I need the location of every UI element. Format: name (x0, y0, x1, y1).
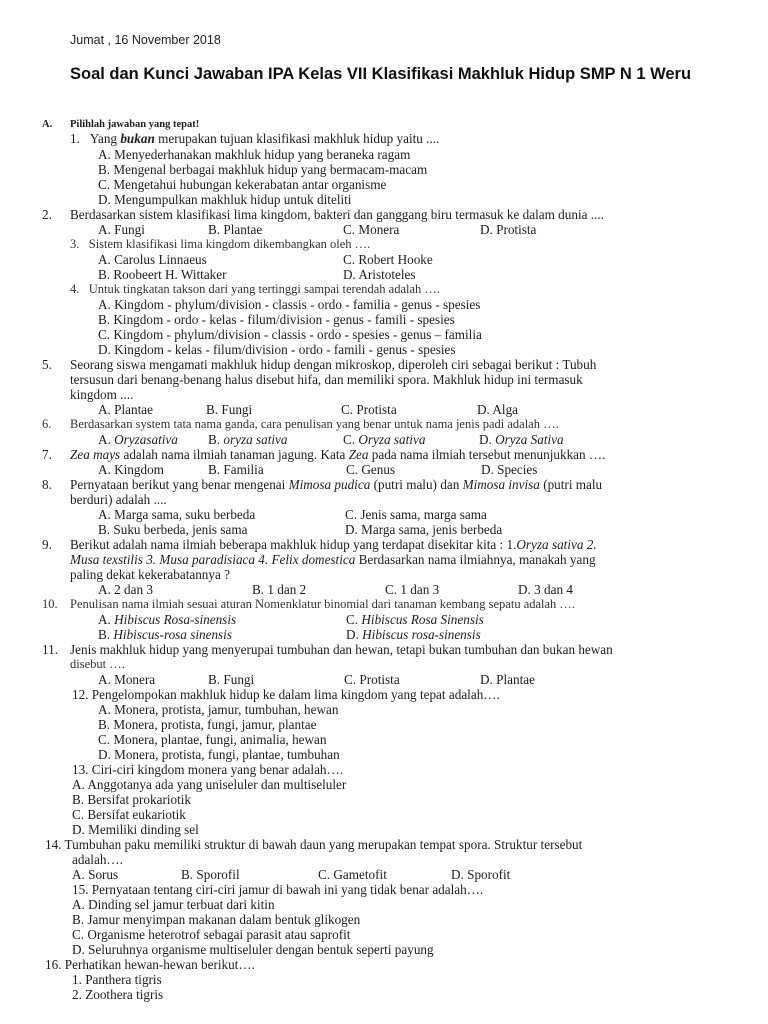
option: C. Gametofit (318, 867, 387, 882)
section-instruction: Pilihlah jawaban yang tepat! (70, 119, 200, 130)
option: D. Hibiscus rosa-sinensis (346, 627, 481, 642)
option: B. Hibiscus-rosa sinensis (98, 627, 232, 642)
document-date: Jumat , 16 November 2018 (70, 33, 221, 47)
option: C. Jenis sama, marga sama (345, 507, 487, 522)
option: C. Organisme heterotrof sebagai parasit atau saprofit (72, 927, 351, 942)
question-11-line: disebut …. (70, 657, 125, 671)
option: B. Fungi (206, 402, 253, 417)
option: A. Dinding sel jamur terbuat dari kitin (72, 897, 275, 912)
option: D. Sporofit (451, 867, 511, 882)
option: C. Protista (344, 672, 400, 687)
option: B. Kingdom - ordo - kelas - filum/division - genus - famili - spesies (98, 312, 455, 327)
question-10: Penulisan nama ilmiah sesuai aturan Nomenklatur binomial dari tanaman kembang sepatu adalah …. (70, 597, 576, 611)
question-number: 11. (42, 642, 58, 657)
option: D. Kingdom - kelas - filum/division - ordo - famili - genus - spesies (98, 342, 456, 357)
question-9-line: paling dekat kekerabatannya ? (70, 567, 231, 582)
option: D. 3 dan 4 (518, 582, 573, 597)
option: A. Oryzasativa (98, 432, 178, 447)
option: B. Roobeert H. Wittaker (98, 267, 227, 282)
option: C. Protista (341, 402, 397, 417)
option: C. Mengetahui hubungan kekerabatan antar organisme (98, 177, 387, 192)
option: A. Kingdom (98, 462, 164, 477)
question-number: 8. (42, 477, 52, 492)
option: A. Sorus (72, 867, 119, 882)
question-5-line: Seorang siswa mengamati makhluk hidup dengan mikroskop, diperoleh ciri sebagai berikut : Tubuh (70, 357, 597, 372)
option: D. Protista (480, 222, 537, 237)
question-8-line: berduri) adalah .... (70, 492, 167, 507)
question-4: 4. Untuk tingkatan takson dari yang tertinggi sampai terendah adalah …. (70, 282, 441, 296)
option: C. Monera (343, 222, 400, 237)
question-9-line: Musa texstilis 3. Musa paradisiaca 4. Felix domestica Berdasarkan nama ilmiahnya, manakah yang (70, 552, 596, 567)
question-6: Berdasarkan system tata nama ganda, cara penulisan yang benar untuk nama jenis padi adalah …. (70, 417, 559, 431)
question-number: 6. (42, 417, 52, 431)
question-5-line: tersusun dari benang-benang halus disebut hifa, dan memiliki spora. Makhluk hidup ini termasuk (70, 372, 583, 387)
option: A. Monera, protista, jamur, tumbuhan, hewan (98, 702, 339, 717)
option: B. 1 dan 2 (252, 582, 307, 597)
option: D. Plantae (480, 672, 535, 687)
option: C. Oryza sativa (343, 432, 426, 447)
option: C. Robert Hooke (343, 252, 433, 267)
option: B. Bersifat prokariotik (72, 792, 192, 807)
option: B. Sporofil (181, 867, 240, 882)
option: A. Carolus Linnaeus (98, 252, 207, 267)
option: D. Oryza Sativa (479, 432, 564, 447)
question-number: 2. (42, 207, 52, 222)
option: D. Marga sama, jenis berbeda (345, 522, 503, 537)
option: B. Suku berbeda, jenis sama (98, 522, 248, 537)
option: D. Species (481, 462, 538, 477)
question-15: 15. Pernyataan tentang ciri-ciri jamur di bawah ini yang tidak benar adalah…. (72, 882, 484, 897)
option: A. Fungi (98, 222, 145, 237)
option: D. Seluruhnya organisme multiseluler dengan bentuk seperti payung (72, 942, 434, 957)
option: D. Monera, protista, fungi, plantae, tumbuhan (98, 747, 340, 762)
option: D. Alga (477, 402, 519, 417)
question-16: 16. Perhatikan hewan-hewan berikut…. (45, 957, 255, 972)
option: D. Memiliki dinding sel (72, 822, 199, 837)
option: A. Anggotanya ada yang uniseluler dan multiseluler (72, 777, 347, 792)
question-11-line: Jenis makhluk hidup yang menyerupai tumbuhan dan hewan, tetapi bukan tumbuhan dan bukan hewan (70, 642, 613, 657)
option: B. Mengenal berbagai makhluk hidup yang bermacam-macam (98, 162, 428, 177)
question-13: 13. Ciri-ciri kingdom monera yang benar adalah…. (72, 762, 343, 777)
option: C. Bersifat eukariotik (72, 807, 186, 822)
question-14-line: 14. Tumbuhan paku memiliki struktur di bawah daun yang merupakan tempat spora. Struktur tersebut (45, 837, 583, 852)
option: A. Marga sama, suku berbeda (98, 507, 256, 522)
option: C. 1 dan 3 (385, 582, 440, 597)
option: A. Plantae (98, 402, 153, 417)
option: B. Monera, protista, fungi, jamur, plantae (98, 717, 317, 732)
question-3: 3. Sistem klasifikasi lima kingdom dikembangkan oleh …. (70, 237, 371, 251)
option: C. Kingdom - phylum/division - classis - ordo - spesies - genus – familia (98, 327, 482, 342)
question-number: 7. (42, 447, 52, 462)
question-12: 12. Pengelompokan makhluk hidup ke dalam lima kingdom yang tepat adalah…. (72, 687, 500, 702)
question-number: 10. (42, 597, 58, 611)
option: D. Aristoteles (343, 267, 416, 282)
question-5-line: kingdom .... (70, 387, 134, 402)
option: B. Fungi (208, 672, 255, 687)
option: C. Hibiscus Rosa Sinensis (346, 612, 484, 627)
option: A. Hibiscus Rosa-sinensis (98, 612, 237, 627)
option: A. Kingdom - phylum/division - classis - ordo - familia - genus - spesies (98, 297, 481, 312)
option: A. Monera (98, 672, 156, 687)
option: B. Familia (208, 462, 264, 477)
document-title: Soal dan Kunci Jawaban IPA Kelas VII Klasifikasi Makhluk Hidup SMP N 1 Weru (70, 65, 692, 83)
question-8: Pernyataan berikut yang benar mengenai Mimosa pudica (putri malu) dan Mimosa invisa (putri malu (70, 477, 603, 492)
option: A. 2 dan 3 (98, 582, 153, 597)
option: B. oryza sativa (208, 432, 288, 447)
question-9: Berikut adalah nama ilmiah beberapa makhluk hidup yang terdapat disekitar kita : 1.Oryza sativa 2. (70, 537, 597, 552)
question-14-line: adalah…. (72, 852, 123, 867)
question-number: 5. (42, 357, 52, 372)
question-number: 9. (42, 537, 52, 552)
list-item: 2. Zoothera tigris (72, 987, 164, 1002)
option: B. Plantae (208, 222, 263, 237)
question-2: Berdasarkan sistem klasifikasi lima kingdom, bakteri dan ganggang biru termasuk ke dalam dunia .... (70, 207, 604, 222)
section-letter: A. (42, 119, 53, 130)
option: C. Monera, plantae, fungi, animalia, hewan (98, 732, 327, 747)
question-1: 1. Yang bukan merupakan tujuan klasifikasi makhluk hidup yaitu .... (70, 131, 440, 146)
option: B. Jamur menyimpan makanan dalam bentuk glikogen (72, 912, 361, 927)
question-7: Zea mays adalah nama ilmiah tanaman jagung. Kata Zea pada nama ilmiah tersebut menunjukkan …. (70, 447, 606, 462)
option: A. Menyederhanakan makhluk hidup yang beraneka ragam (98, 147, 411, 162)
option: C. Genus (346, 462, 396, 477)
option: D. Mengumpulkan makhluk hidup untuk diteliti (98, 192, 352, 207)
list-item: 1. Panthera tigris (72, 972, 162, 987)
